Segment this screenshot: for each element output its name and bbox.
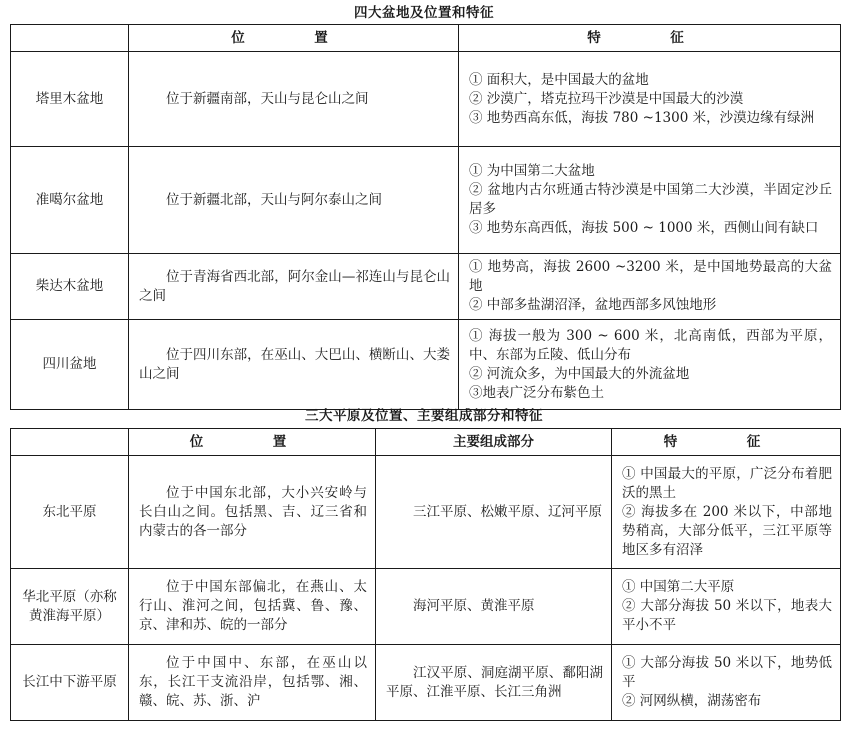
basin-location: 位于青海省西北部，阿尔金山—祁连山与昆仑山之间 [129,254,459,320]
basins-table-title: 四大盆地及位置和特征 [354,5,494,21]
table-row [11,645,841,721]
plain-components: 三江平原、松嫩平原、辽河平原 [376,456,612,569]
basins-header-blank [11,25,129,52]
feature-item: ② 沙漠广，塔克拉玛干沙漠是中国最大的沙漠 [469,90,744,107]
table-row [11,52,841,147]
feature-item: ① 地势高，海拔 2600 ~3200 米，是中国地势最高的大盆地 [469,259,832,294]
basin-location: 位于新疆南部，天山与昆仑山之间 [129,52,459,147]
feature-item: ③ 地势西高东低，海拔 780 ~1300 米，沙漠边缘有绿洲 [469,109,815,126]
plain-components: 江汉平原、洞庭湖平原、鄱阳湖平原、江淮平原、长江三角洲 [376,645,612,721]
basin-features [459,320,841,410]
plains-header-row [11,429,841,456]
basin-name: 塔里木盆地 [11,52,129,147]
basins-header-row [11,25,841,52]
feature-item: ② 中部多盐湖沼泽，盆地西部多风蚀地形 [469,297,717,313]
plain-location: 位于中国中、东部，在巫山以东，长江干支流沿岸，包括鄂、湘、赣、皖、苏、浙、沪 [129,645,376,721]
plain-features [612,569,841,645]
basins-header-features: 特 征 [459,25,841,52]
plain-features [612,456,841,569]
plains-table [10,428,841,721]
feature-item: ① 中国最大的平原，广泛分布着肥沃的黑土 [622,465,832,501]
plain-location: 位于中国东北部，大小兴安岭与长白山之间。包括黑、吉、辽三省和内蒙古的各一部分 [129,456,376,569]
plain-components: 海河平原、黄淮平原 [376,569,612,645]
plains-header-components: 主要组成部分 [376,429,612,456]
basin-name: 柴达木盆地 [11,254,129,320]
plains-table-title: 三大平原及位置、主要组成部分和特征 [305,408,543,424]
feature-item: ③ 地势东高西低，海拔 500 ~ 1000 米，西侧山间有缺口 [469,220,819,236]
feature-item: ② 河网纵横，湖荡密布 [622,693,762,709]
basin-name: 准噶尔盆地 [11,147,129,254]
table-row [11,569,841,645]
basins-header-location: 位 置 [129,25,459,52]
basins-table [10,24,841,410]
feature-item: ② 河流众多，为中国最大的外流盆地 [469,365,690,382]
plains-header-blank [11,429,129,456]
feature-item: ① 中国第二大平原 [622,579,735,595]
basin-features [459,147,841,254]
plain-features [612,645,841,721]
basin-location: 位于新疆北部，天山与阿尔泰山之间 [129,147,459,254]
table-row [11,147,841,254]
plain-name: 华北平原（亦称黄淮海平原） [11,569,129,645]
feature-item: ③地表广泛分布紫色土 [469,384,604,401]
table-row [11,254,841,320]
table-row [11,320,841,410]
basin-location: 位于四川东部，在巫山、大巴山、横断山、大娄山之间 [129,320,459,410]
feature-item: ① 海拔一般为 300 ~ 600 米，北高南低，西部为平原，中、东部为丘陵、低山分布 [469,327,832,363]
plain-name: 东北平原 [11,456,129,569]
feature-item: ① 为中国第二大盆地 [469,163,595,179]
plains-header-location: 位 置 [129,429,376,456]
feature-item: ② 盆地内古尔班通古特沙漠是中国第二大沙漠，半固定沙丘居多 [469,182,832,217]
basin-features [459,254,841,320]
basin-features [459,52,841,147]
feature-item: ② 海拔多在 200 米以下，中部地势稍高，大部分低平，三江平原等地区多有沼泽 [622,503,832,558]
feature-item: ② 大部分海拔 50 米以下，地表大平小不平 [622,598,832,633]
table-row [11,456,841,569]
feature-item: ① 大部分海拔 50 米以下，地势低平 [622,655,832,690]
plain-name: 长江中下游平原 [11,645,129,721]
basin-name: 四川盆地 [11,320,129,410]
plain-location: 位于中国东部偏北，在燕山、太行山、淮河之间，包括冀、鲁、豫、京、津和苏、皖的一部分 [129,569,376,645]
plains-header-features: 特 征 [612,429,841,456]
feature-item: ① 面积大，是中国最大的盆地 [469,71,649,88]
